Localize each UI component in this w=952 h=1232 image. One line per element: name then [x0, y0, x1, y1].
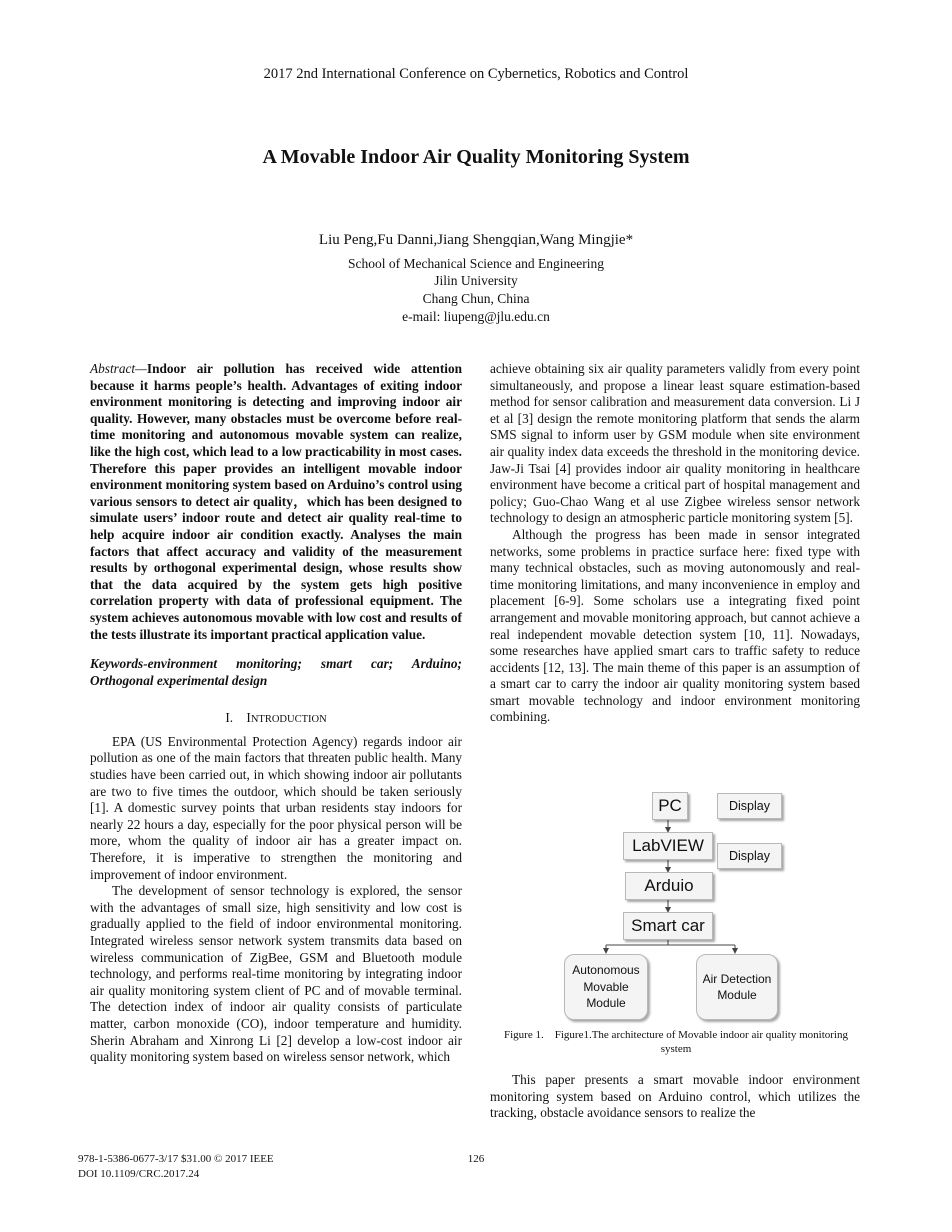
architecture-figure: [490, 788, 862, 1023]
footer-isbn: 978-1-5386-0677-3/17 $31.00 © 2017 IEEE: [78, 1153, 274, 1165]
airdetect-line-2: Module: [717, 988, 757, 1002]
section-heading: [90, 710, 462, 729]
section-title-initial: I: [246, 710, 251, 726]
footer-doi: DOI 10.1109/CRC.2017.24: [78, 1168, 200, 1180]
affiliation-city: Chang Chun, China: [422, 291, 530, 306]
smartcar-box: Smart car: [623, 912, 713, 940]
display-box-2: Display: [717, 843, 782, 869]
autonomous-line-1: Autonomous: [572, 963, 640, 978]
paper-title: A Movable Indoor Air Quality Monitoring System: [262, 146, 690, 168]
autonomous-line-3: Module: [586, 996, 626, 1011]
section-title-rest: NTRODUCTION: [250, 714, 327, 726]
section-number: I.: [225, 710, 234, 726]
autonomous-line-2: Movable: [583, 979, 629, 994]
pc-box: PC: [652, 792, 688, 820]
page-number: 126: [467, 1153, 485, 1165]
abstract: [90, 361, 462, 643]
airdetect-line-1: Air Detection: [702, 971, 772, 986]
right-column-continued: [490, 1072, 860, 1122]
left-column: [90, 361, 462, 1066]
affiliation-university: Jilin University: [434, 273, 518, 288]
arduio-box: Arduio: [625, 872, 713, 900]
affiliation-school: School of Mechanical Science and Engineering: [347, 256, 605, 271]
abstract-label: Abstract—: [90, 361, 147, 376]
display-box-1: Display: [717, 793, 782, 819]
autonomous-module-box: [564, 954, 648, 1020]
conference-header: 2017 2nd International Conference on Cybernetics, Robotics and Control: [263, 66, 689, 82]
figure-connectors: [490, 788, 862, 1023]
intro-paragraph-1: EPA (US Environmental Protection Agency) regards indoor air pollution as one of the main factors that threaten public health. Many studies have been carried out, in which showing indoor air pollutants are two to five times the outdoor, which should be taken seriously [1]. A domestic survey points that urban residents stay indoors for nearly 22 hours a day, especially for the poor physical person will be more, whom the quality of indoor air has a greater impact on. Therefore, it is imperative to strengthen the monitoring and improvement of indoor environment.: [90, 733, 462, 882]
keywords: Keywords-environment monitoring; smart car; Arduino; Orthogonal experimental design: [90, 656, 462, 688]
right-paragraph-1: achieve obtaining six air quality parameters validly from every point simultaneously, and propose a linear least square estimation-based method for sensor calibration and measurement data conversion. Li J et al [3] design the remote monitoring platform that sends the alarm SMS signal to inform user by GSM module when site environment air quality index data exceeds the threshold in the monitoring device. Jaw-Ji Tsai [4] provides indoor air quality monitoring in healthcare environment have become a critical part of hospital management and policy; Guo-Chao Wang et al use Zigbee wireless sensor network technology to design an atmospheric particle monitoring system [5].: [490, 361, 860, 526]
abstract-text: Indoor air pollution has received wide attention because it harms people’s health. Advantages of exiting indoor environment monitoring is detecting and improving indoor air quality. However, many obstacles must be overcome before real-time monitoring and autonomous movable system can realize, like the high cost, which lead to a low practicability in most cases. Therefore this paper provides an intelligent movable indoor environment monitoring system based on Arduino’s control using various sensors to detect air quality，which has been designed to simulate users’ indoor route and detect air quality real-time to help acquire indoor air condition exactly. Analyses the main factors that affect accuracy and validity of the measurement results by orthogonal experimental design, whose results show that the data acquired by the system gets high positive correlation property with data of professional equipment. The system achieves autonomous movable with low cost and results of the tests illustrate its important practical application value.: [90, 361, 462, 642]
figure-caption: [488, 1028, 864, 1056]
intro-paragraph-2: The development of sensor technology is explored, the sensor with the advantages of small size, high sensitivity and low cost is gradually applied to the field of indoor environmental monitoring. Integrated wireless sensor network system transmits data based on wireless communication of ZigBee, GSM and Bluetooth module technology, and performs real-time monitoring by integrating indoor air quality monitoring system client of PC and of movable terminal. The detection index of indoor air quality consists of particulate matter, carbon monoxide (CO), indoor temperature and humidity. Sherin Abraham and Xinrong Li [2] develop a low-cost indoor air quality monitoring system based on wireless sensor network, which: [90, 883, 462, 1065]
author-list: Liu Peng,Fu Danni,Jiang Shengqian,Wang Mingjie*: [318, 232, 634, 248]
air-detection-module-box: [696, 954, 778, 1020]
figure-caption-label: Figure 1.: [504, 1029, 544, 1041]
figure-caption-text: Figure1.The architecture of Movable indoor air quality monitoring system: [554, 1029, 848, 1055]
right-column: [490, 361, 860, 726]
affiliation-email: e-mail: liupeng@jlu.edu.cn: [402, 309, 550, 324]
labview-box: LabVIEW: [623, 832, 713, 860]
right-paragraph-2: Although the progress has been made in sensor integrated networks, some problems in practice surface here: fixed type with many technical obstacles, such as moving autonomously and real-time monitoring limitations, and many inconvenience in employ and placement [6-9]. Some scholars use a integrating fixed point arrangement and movable monitoring approach, but cannot achieve a real independent movable detection system [10, 11]. Nowadays, some researches have applied smart cars to traffic safety to reduce accidents [12, 13]. The main theme of this paper is an assumption of a smart car to carry the indoor air quality monitoring system based smart movable technology and indoor environment monitoring combining.: [490, 526, 860, 725]
right-paragraph-3: This paper presents a smart movable indoor environment monitoring system based on Arduino control, which utilizes the tracking, obstacle avoidance sensors to realize the: [490, 1072, 860, 1121]
